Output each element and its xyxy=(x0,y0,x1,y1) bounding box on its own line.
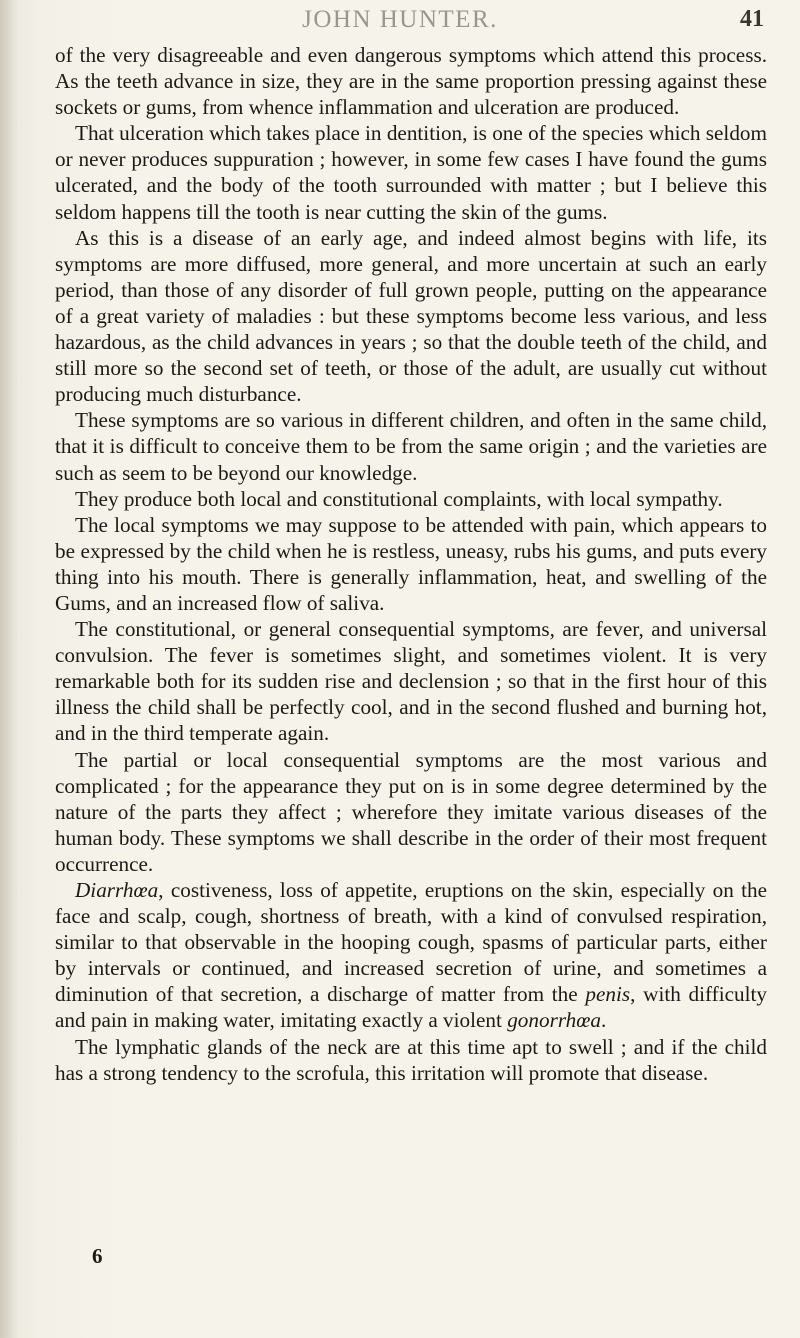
body-text xyxy=(55,42,767,1086)
paragraph: of the very disagreeable and even dangerous symptoms which attend this process. As the teeth advance in size, they are in the same proportion pressing against these sockets or gums, from whence inflammation and ulceration are produced. xyxy=(55,43,767,120)
paragraph: The local symptoms we may suppose to be attended with pain, which appears to be expressed by the child when he is restless, uneasy, rubs his gums, and puts every thing into his mouth. There is generally inflammation, heat, and swelling of the Gums, and an increased flow of saliva. xyxy=(55,512,767,615)
italic-term: penis xyxy=(585,982,631,1007)
text-run: . xyxy=(601,1008,607,1033)
running-title: JOHN HUNTER. xyxy=(302,6,498,33)
page-number: 41 xyxy=(740,6,764,32)
page-header xyxy=(0,4,800,40)
paragraph: The lymphatic glands of the neck are at this time apt to swell ; and if the child has a strong tendency to the scrofula, this irritation will promote that disease. xyxy=(55,1034,767,1085)
paragraph: They produce both local and constitutional complaints, with local sympathy. xyxy=(75,486,723,511)
paragraph: These symptoms are so various in different children, and often in the same child, that it is difficult to conceive them to be from the same origin ; and the varieties are such as seem to be beyond our knowledge. xyxy=(55,408,767,485)
text-run: , with difficulty and pain in making water, imitating exactly a violent xyxy=(55,982,767,1033)
signature-mark: 6 xyxy=(92,1244,103,1268)
paragraph-symptoms-list xyxy=(55,877,767,1034)
binding-shadow xyxy=(0,0,18,1338)
italic-term: Diarrhœa xyxy=(75,878,159,902)
paragraph: As this is a disease of an early age, and indeed almost begins with life, its symptoms are more diffused, more general, and more uncertain at such an early period, than those of any disorder of full grown people, putting on the appearance of a great variety of maladies : but these symptoms become less various, and less hazardous, as the child advances in years ; so that the double teeth of the child, and still more so the second set of teeth, or those of the adult, are usually cut without producing much disturbance. xyxy=(55,225,767,407)
paragraph: The constitutional, or general consequential symptoms, are fever, and universal convulsion. The fever is sometimes slight, and sometimes violent. It is very remarkable both for its sudden rise and declension ; so that in the first hour of this illness the child shall be perfectly cool, and in the second flushed and burning hot, and in the third temperate again. xyxy=(55,617,767,746)
text-run: , costiveness, loss of appetite, eruptions on the skin, especially on the face and scalp, cough, shortness of breath, with a kind of convulsed respiration, similar to that observable in the hooping cough, spasms of particular parts, either by intervals or continued, and increased secretion of urine, and sometimes a diminution of that secretion, a discharge of matter from the xyxy=(55,878,767,1007)
paragraph: That ulceration which takes place in dentition, is one of the species which seldom or never produces suppuration ; however, in some few cases I have found the gums ulcerated, and the body of the tooth surrounded with matter ; but I believe this seldom happens till the tooth is near cutting the skin of the gums. xyxy=(55,121,767,224)
italic-term: gonorrhœa xyxy=(507,1008,602,1033)
paragraph: The partial or local consequential symptoms are the most various and complicated ; for the appearance they put on is in some degree determined by the nature of the parts they affect ; wherefore they imitate various diseases of the human body. These symptoms we shall describe in the order of their most frequent occurrence. xyxy=(55,747,767,876)
